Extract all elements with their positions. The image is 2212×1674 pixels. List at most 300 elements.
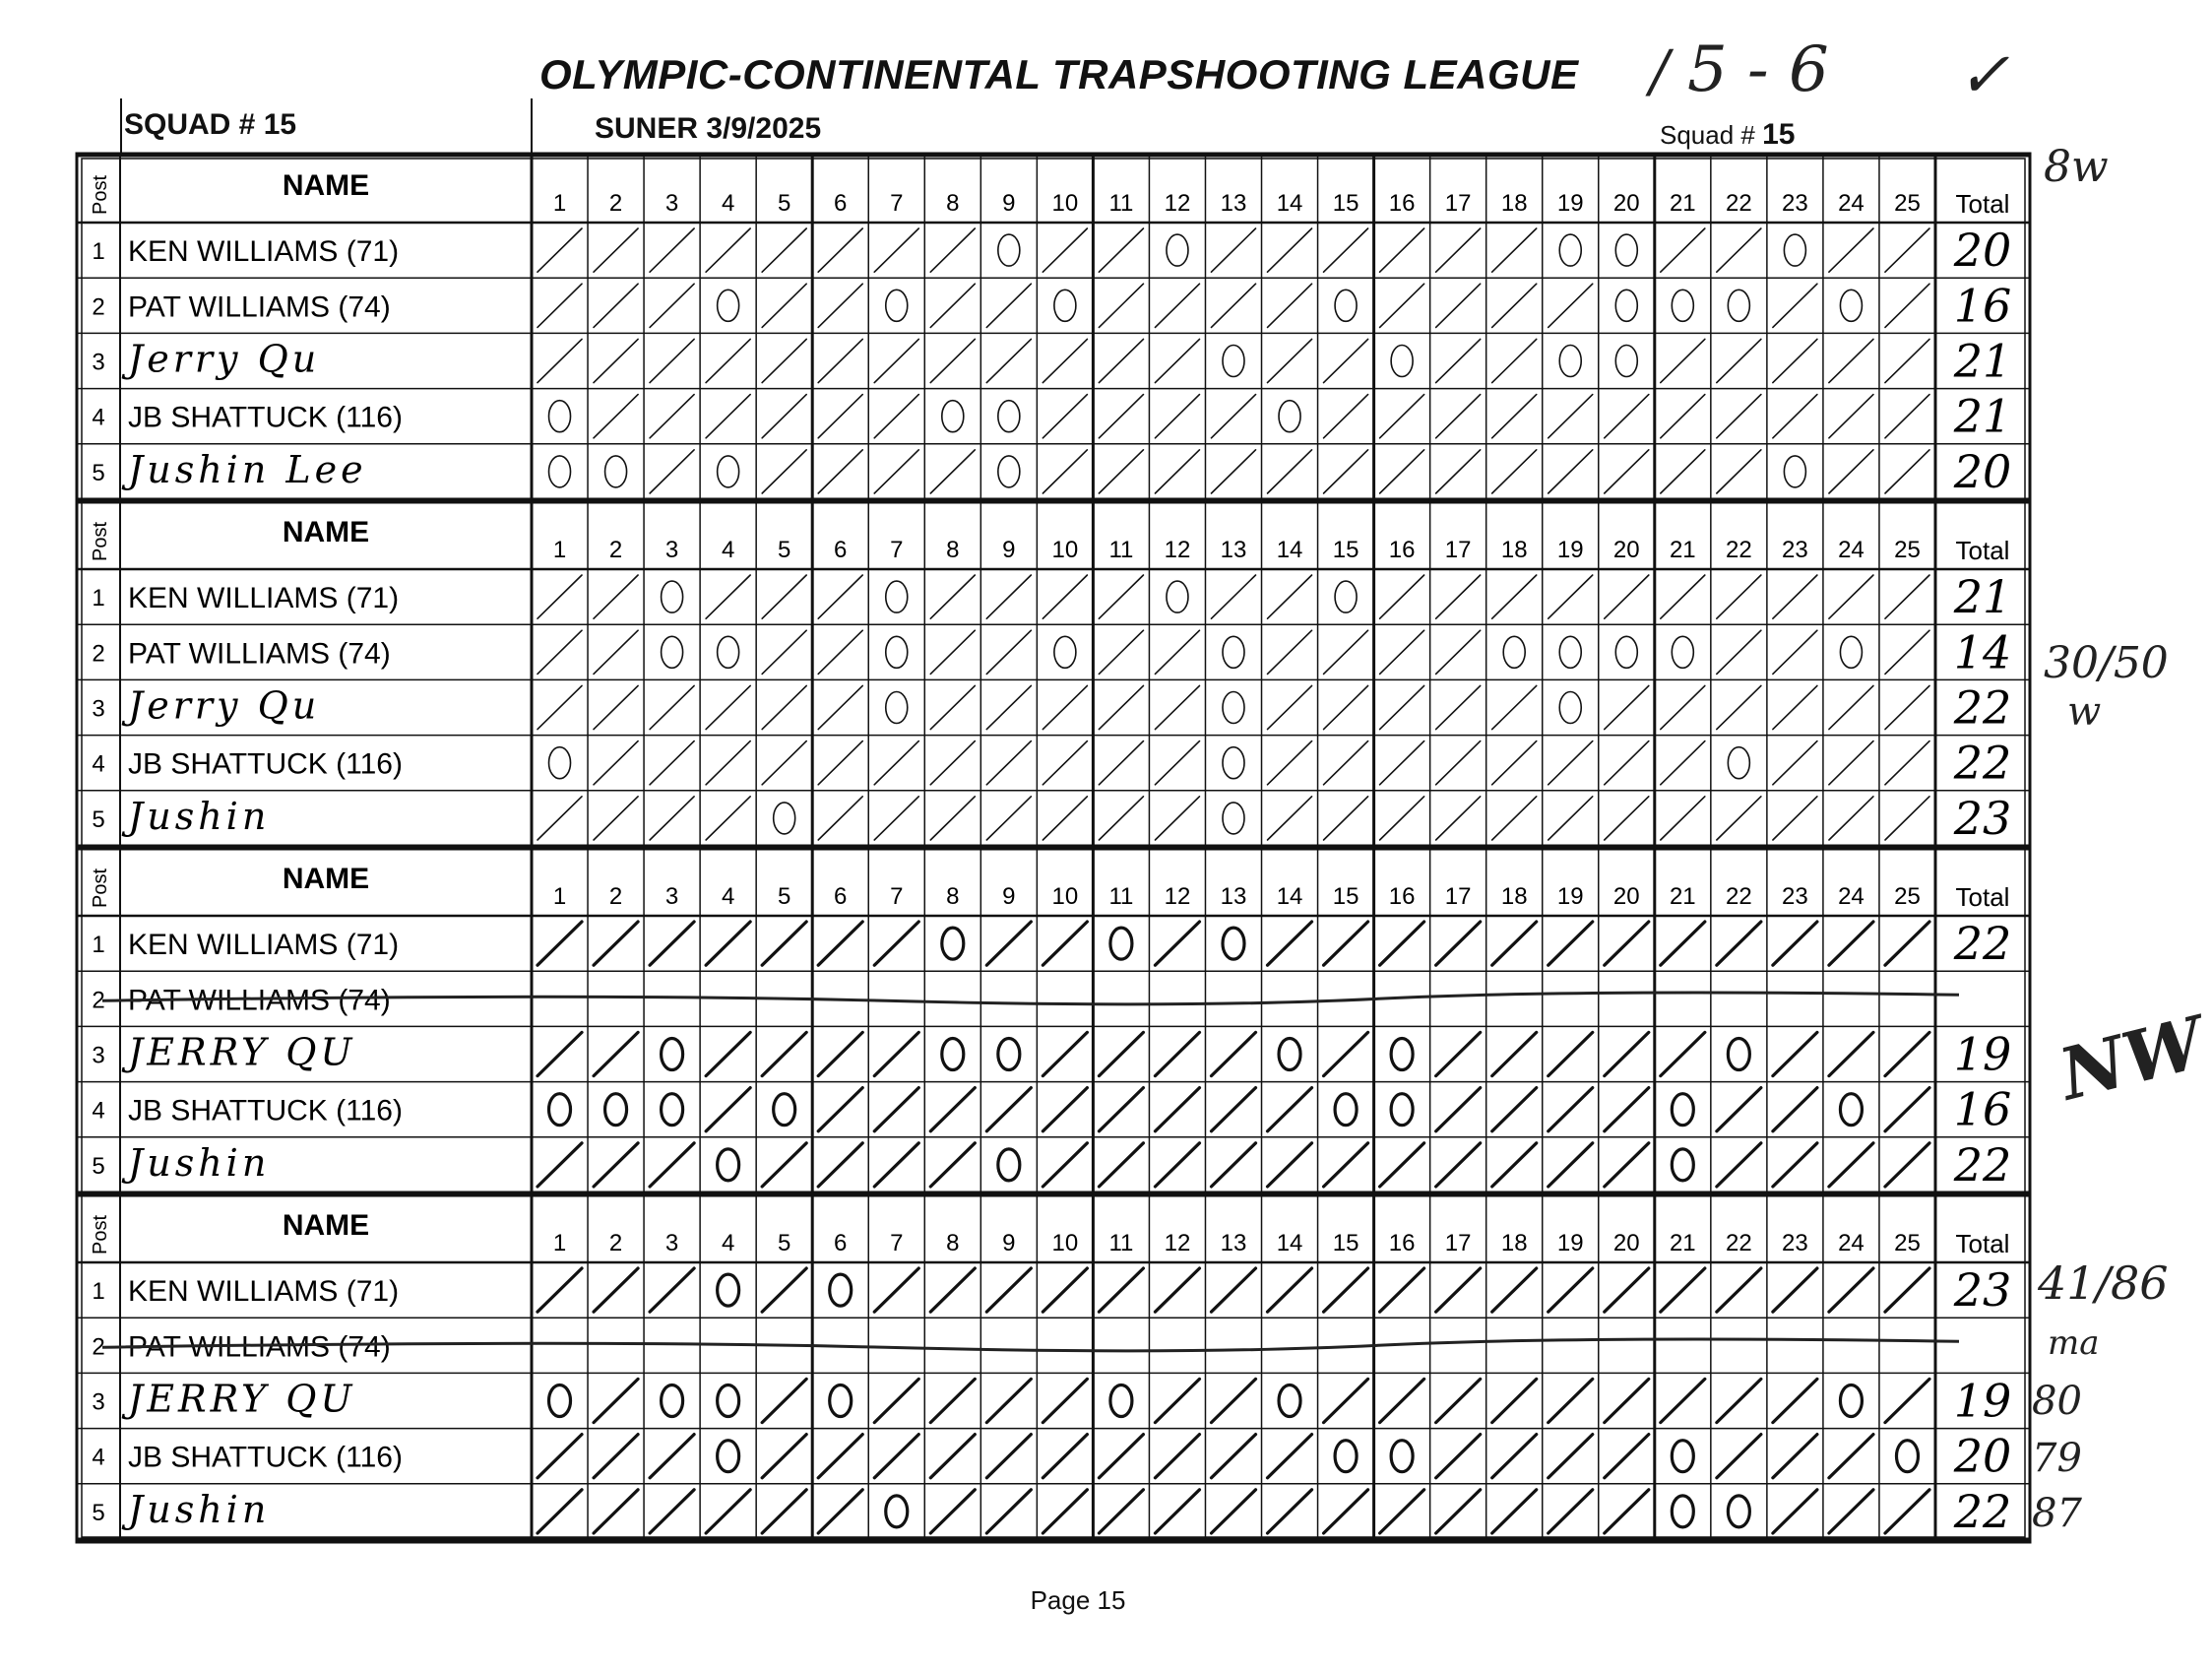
- hit-mark: [818, 284, 862, 327]
- hit-mark: [818, 685, 862, 729]
- hit-mark: [1492, 1379, 1537, 1422]
- hit-mark: [1492, 575, 1537, 618]
- hit-mark: [706, 797, 750, 840]
- target-number: 25: [1894, 190, 1921, 217]
- row-total: 22: [1953, 680, 2012, 735]
- shooter-row: [77, 389, 2030, 443]
- hit-mark: [1492, 922, 1537, 965]
- hit-mark: [1492, 1143, 1537, 1187]
- target-number: 17: [1444, 883, 1472, 910]
- target-number: 14: [1276, 537, 1303, 563]
- post-number: 5: [92, 805, 105, 833]
- miss-mark: [662, 1094, 683, 1126]
- miss-mark: [718, 1385, 739, 1417]
- target-number: 5: [778, 883, 791, 910]
- hit-mark: [1717, 575, 1761, 618]
- hit-mark: [762, 284, 806, 327]
- miss-mark: [1391, 346, 1413, 377]
- hit-mark: [1885, 284, 1929, 327]
- row-total: 19: [1953, 1027, 2012, 1081]
- hit-mark: [930, 797, 975, 840]
- shooter-name: Jushin: [128, 794, 271, 838]
- hit-mark: [706, 685, 750, 729]
- target-number: 13: [1220, 883, 1247, 910]
- hit-mark: [1324, 228, 1368, 272]
- miss-mark: [1672, 290, 1693, 321]
- target-number: 21: [1669, 537, 1696, 563]
- hit-mark: [1436, 922, 1481, 965]
- hit-mark: [1211, 575, 1255, 618]
- hit-mark: [1773, 1379, 1817, 1422]
- miss-mark: [830, 1385, 852, 1417]
- hit-mark: [1492, 1268, 1537, 1312]
- target-number: 11: [1108, 883, 1134, 910]
- hit-mark: [1268, 1435, 1312, 1478]
- hit-mark: [1324, 339, 1368, 382]
- target-number: 25: [1894, 537, 1921, 563]
- hit-mark: [1773, 630, 1817, 674]
- shooter-row: [77, 278, 2030, 332]
- miss-mark: [774, 1094, 795, 1126]
- target-number: 7: [890, 883, 904, 910]
- hit-mark: [762, 741, 806, 785]
- hit-mark: [1829, 1435, 1873, 1478]
- miss-mark: [1054, 290, 1076, 321]
- hit-mark: [1773, 741, 1817, 785]
- hit-mark: [818, 575, 862, 618]
- hit-mark: [762, 575, 806, 618]
- hit-mark: [1436, 797, 1481, 840]
- hit-mark: [1548, 1490, 1593, 1533]
- hit-mark: [1605, 1088, 1649, 1131]
- hit-mark: [1661, 741, 1705, 785]
- hit-mark: [1885, 1268, 1929, 1312]
- name-header: NAME: [282, 516, 370, 548]
- miss-mark: [886, 290, 908, 321]
- hit-mark: [930, 339, 975, 382]
- hit-mark: [1155, 1268, 1199, 1312]
- hit-mark: [1043, 1268, 1087, 1312]
- margin-note-r1: 8w: [2044, 142, 2109, 192]
- hit-mark: [706, 1032, 750, 1075]
- miss-mark: [774, 803, 795, 834]
- hit-mark: [1548, 741, 1593, 785]
- target-number: 4: [721, 190, 735, 217]
- hit-mark: [1436, 1088, 1481, 1131]
- target-number: 23: [1782, 1230, 1808, 1256]
- shooter-name: Jerry Qu: [128, 683, 321, 728]
- hit-mark: [762, 630, 806, 674]
- hit-mark: [594, 339, 638, 382]
- hit-mark: [1268, 450, 1312, 493]
- target-number: 14: [1276, 190, 1303, 217]
- target-number: 11: [1108, 537, 1134, 563]
- target-number: 11: [1108, 1230, 1134, 1256]
- miss-mark: [942, 401, 964, 432]
- hit-mark: [1268, 922, 1312, 965]
- hit-mark: [537, 630, 582, 674]
- miss-mark: [1223, 692, 1244, 724]
- target-number: 7: [890, 190, 904, 217]
- hit-mark: [1099, 395, 1143, 438]
- hit-mark: [1717, 339, 1761, 382]
- hit-mark: [1717, 630, 1761, 674]
- miss-mark: [1896, 1441, 1918, 1472]
- shooter-name: JB SHATTUCK (116): [128, 1441, 403, 1474]
- hit-mark: [594, 630, 638, 674]
- hit-mark: [1605, 741, 1649, 785]
- hit-mark: [706, 228, 750, 272]
- post-number: 5: [92, 1152, 105, 1180]
- hit-mark: [1661, 1268, 1705, 1312]
- hit-mark: [874, 450, 918, 493]
- hit-mark: [650, 1435, 694, 1478]
- hit-mark: [1829, 1268, 1873, 1312]
- shooter-name: KEN WILLIAMS (71): [128, 582, 400, 615]
- hit-mark: [1099, 228, 1143, 272]
- hit-mark: [1043, 1379, 1087, 1422]
- target-number: 8: [946, 190, 960, 217]
- hit-mark: [986, 630, 1031, 674]
- miss-mark: [1615, 346, 1637, 377]
- target-number: 5: [778, 1230, 791, 1256]
- hit-mark: [818, 1143, 862, 1187]
- margin-note-r2a: 30/50: [2044, 638, 2169, 688]
- target-number: 9: [1002, 883, 1016, 910]
- target-number: 15: [1332, 883, 1359, 910]
- miss-mark: [549, 1385, 571, 1417]
- hit-mark: [1661, 922, 1705, 965]
- miss-mark: [1559, 234, 1581, 266]
- target-number: 21: [1669, 883, 1696, 910]
- hit-mark: [1605, 575, 1649, 618]
- hit-mark: [1548, 450, 1593, 493]
- hit-mark: [1661, 685, 1705, 729]
- hit-mark: [1661, 797, 1705, 840]
- hit-mark: [1605, 395, 1649, 438]
- shooter-name: PAT WILLIAMS (74): [128, 984, 391, 1017]
- hit-mark: [1268, 797, 1312, 840]
- hit-mark: [1492, 228, 1537, 272]
- hit-mark: [1829, 685, 1873, 729]
- target-number: 20: [1612, 537, 1640, 563]
- hit-mark: [818, 1435, 862, 1478]
- miss-mark: [662, 581, 683, 612]
- target-number: 15: [1332, 537, 1359, 563]
- hit-mark: [650, 741, 694, 785]
- hit-mark: [986, 339, 1031, 382]
- hit-mark: [594, 1490, 638, 1533]
- miss-mark: [998, 1149, 1020, 1181]
- target-number: 22: [1726, 883, 1752, 910]
- target-number: 13: [1220, 1230, 1247, 1256]
- shooter-row: [92, 224, 2011, 277]
- round-3: [77, 849, 2030, 1192]
- margin-note-79: 79: [2032, 1436, 2082, 1481]
- hit-mark: [874, 922, 918, 965]
- miss-mark: [718, 456, 739, 487]
- hit-mark: [1661, 1032, 1705, 1075]
- post-header: Post: [90, 868, 111, 908]
- target-number: 12: [1164, 190, 1191, 217]
- hit-mark: [1436, 630, 1481, 674]
- row-total: 19: [1953, 1374, 2012, 1428]
- hit-mark: [1099, 450, 1143, 493]
- hit-mark: [1661, 339, 1705, 382]
- page-number: Page 15: [1030, 1585, 1126, 1615]
- hit-mark: [1380, 685, 1424, 729]
- hit-mark: [594, 395, 638, 438]
- hit-mark: [1548, 1379, 1593, 1422]
- miss-mark: [1728, 1039, 1749, 1070]
- hit-mark: [1211, 1143, 1255, 1187]
- miss-mark: [1110, 928, 1132, 959]
- hit-mark: [594, 1032, 638, 1075]
- target-number: 16: [1388, 190, 1416, 217]
- shooter-row: [77, 624, 2030, 678]
- miss-mark: [1559, 692, 1581, 724]
- miss-mark: [549, 1094, 571, 1126]
- target-number: 10: [1051, 1230, 1079, 1256]
- hit-mark: [1661, 395, 1705, 438]
- hit-mark: [1436, 575, 1481, 618]
- margin-note-r2b: w: [2067, 689, 2102, 735]
- target-number: 12: [1164, 883, 1191, 910]
- hit-mark: [874, 228, 918, 272]
- hit-mark: [762, 922, 806, 965]
- hit-mark: [1155, 339, 1199, 382]
- hit-mark: [874, 797, 918, 840]
- hit-mark: [1885, 339, 1929, 382]
- hit-mark: [1155, 1490, 1199, 1533]
- hit-mark: [1380, 630, 1424, 674]
- miss-mark: [1223, 803, 1244, 834]
- target-number: 10: [1051, 883, 1079, 910]
- hit-mark: [1605, 1268, 1649, 1312]
- target-number: 9: [1002, 537, 1016, 563]
- hit-mark: [594, 685, 638, 729]
- hit-mark: [1324, 685, 1368, 729]
- shooter-row: [77, 333, 2030, 387]
- hit-mark: [1099, 685, 1143, 729]
- miss-mark: [1672, 1496, 1693, 1527]
- shooter-row: [77, 1318, 2030, 1363]
- hit-mark: [930, 741, 975, 785]
- miss-mark: [1559, 636, 1581, 668]
- hit-mark: [1436, 450, 1481, 493]
- hit-mark: [986, 1268, 1031, 1312]
- hit-mark: [1155, 1435, 1199, 1478]
- hit-mark: [1380, 741, 1424, 785]
- shooter-name: Jushin: [128, 1487, 271, 1531]
- miss-mark: [1728, 747, 1749, 779]
- hit-mark: [1436, 228, 1481, 272]
- hit-mark: [1492, 1435, 1537, 1478]
- hit-mark: [1211, 1088, 1255, 1131]
- miss-mark: [1279, 401, 1300, 432]
- miss-mark: [605, 1094, 627, 1126]
- name-header: NAME: [282, 169, 370, 202]
- target-number: 9: [1002, 1230, 1016, 1256]
- shooter-row: [92, 917, 2011, 970]
- hit-mark: [1380, 450, 1424, 493]
- hit-mark: [818, 450, 862, 493]
- hit-mark: [930, 450, 975, 493]
- hit-mark: [1773, 284, 1817, 327]
- shooter-name: Jushin: [128, 1140, 271, 1185]
- miss-mark: [1391, 1094, 1413, 1126]
- hit-mark: [1324, 1032, 1368, 1075]
- hit-mark: [1155, 922, 1199, 965]
- target-number: 2: [608, 1230, 623, 1256]
- hit-mark: [1324, 922, 1368, 965]
- hit-mark: [1043, 1490, 1087, 1533]
- target-number: 25: [1894, 883, 1921, 910]
- hit-mark: [1773, 685, 1817, 729]
- hit-mark: [986, 922, 1031, 965]
- hit-mark: [1155, 450, 1199, 493]
- miss-mark: [718, 1274, 739, 1306]
- shooter-name: JERRY QU: [128, 1377, 356, 1421]
- hit-mark: [1829, 575, 1873, 618]
- row-total: 23: [1953, 1263, 2012, 1318]
- hit-mark: [1829, 1490, 1873, 1533]
- miss-mark: [886, 1496, 908, 1527]
- hit-mark: [1268, 741, 1312, 785]
- hit-mark: [1492, 1088, 1537, 1131]
- hit-mark: [1717, 1379, 1761, 1422]
- hit-mark: [1043, 575, 1087, 618]
- hit-mark: [818, 630, 862, 674]
- hit-mark: [1885, 395, 1929, 438]
- hit-mark: [762, 1268, 806, 1312]
- target-number: 6: [834, 883, 848, 910]
- target-number: 14: [1276, 1230, 1303, 1256]
- target-number: 24: [1838, 1230, 1864, 1256]
- hit-mark: [1211, 450, 1255, 493]
- hit-mark: [650, 228, 694, 272]
- hit-mark: [1548, 1268, 1593, 1312]
- row-total: 22: [1953, 917, 2012, 971]
- hit-mark: [1605, 685, 1649, 729]
- hit-mark: [1155, 1143, 1199, 1187]
- target-number: 2: [608, 537, 623, 563]
- target-number: 13: [1220, 537, 1247, 563]
- hit-mark: [930, 1490, 975, 1533]
- target-number: 1: [552, 1230, 567, 1256]
- hit-mark: [1605, 1435, 1649, 1478]
- hit-mark: [1155, 630, 1199, 674]
- hit-mark: [1268, 1143, 1312, 1187]
- hit-mark: [930, 1143, 975, 1187]
- shooter-name: PAT WILLIAMS (74): [128, 290, 391, 324]
- hit-mark: [1717, 395, 1761, 438]
- hit-mark: [594, 741, 638, 785]
- hit-mark: [930, 1435, 975, 1478]
- hit-mark: [818, 922, 862, 965]
- hit-mark: [1773, 797, 1817, 840]
- post-number: 1: [92, 238, 105, 266]
- hit-mark: [1211, 395, 1255, 438]
- hit-mark: [1380, 284, 1424, 327]
- post-number: 5: [92, 459, 105, 486]
- target-number: 1: [552, 190, 567, 217]
- miss-mark: [1615, 636, 1637, 668]
- hit-mark: [1829, 1143, 1873, 1187]
- hit-mark: [537, 228, 582, 272]
- target-number: 24: [1838, 537, 1864, 563]
- hit-mark: [1324, 395, 1368, 438]
- target-number: 3: [664, 883, 679, 910]
- hit-mark: [930, 575, 975, 618]
- target-number: 4: [721, 883, 735, 910]
- miss-mark: [998, 456, 1020, 487]
- round-1: [77, 156, 2030, 499]
- post-number: 4: [92, 1097, 105, 1125]
- hit-mark: [1268, 1490, 1312, 1533]
- hit-mark: [1773, 1088, 1817, 1131]
- post-number: 3: [92, 349, 105, 376]
- target-number: 7: [890, 537, 904, 563]
- row-total: 20: [1953, 444, 2012, 498]
- hit-mark: [986, 284, 1031, 327]
- post-number: 3: [92, 1042, 105, 1069]
- hit-mark: [1324, 630, 1368, 674]
- hit-mark: [818, 1088, 862, 1131]
- post-number: 4: [92, 404, 105, 431]
- hit-mark: [1324, 1379, 1368, 1422]
- shooter-row: [92, 570, 2011, 623]
- target-number: 16: [1388, 1230, 1416, 1256]
- miss-mark: [1503, 636, 1525, 668]
- total-header: Total: [1955, 1229, 2010, 1258]
- hit-mark: [1661, 450, 1705, 493]
- hit-mark: [537, 1032, 582, 1075]
- hit-mark: [1099, 1143, 1143, 1187]
- hit-mark: [1605, 1490, 1649, 1533]
- hit-mark: [1155, 1088, 1199, 1131]
- hit-mark: [1043, 797, 1087, 840]
- row-total: 21: [1953, 334, 2012, 388]
- hit-mark: [1436, 741, 1481, 785]
- hit-mark: [930, 1268, 975, 1312]
- row-total: 16: [1953, 279, 2012, 333]
- hit-mark: [1324, 450, 1368, 493]
- hit-mark: [1885, 1032, 1929, 1075]
- hit-mark: [650, 797, 694, 840]
- target-number: 22: [1726, 190, 1752, 217]
- hit-mark: [1436, 395, 1481, 438]
- hit-mark: [1099, 797, 1143, 840]
- hit-mark: [1380, 1143, 1424, 1187]
- hit-mark: [1211, 228, 1255, 272]
- target-number: 20: [1612, 190, 1640, 217]
- target-number: 7: [890, 1230, 904, 1256]
- hit-mark: [650, 922, 694, 965]
- target-number: 9: [1002, 190, 1016, 217]
- hit-mark: [930, 228, 975, 272]
- hit-mark: [1605, 797, 1649, 840]
- post-number: 2: [92, 293, 105, 321]
- target-number: 18: [1500, 1230, 1528, 1256]
- hit-mark: [1155, 284, 1199, 327]
- hit-mark: [1043, 1435, 1087, 1478]
- hit-mark: [1324, 797, 1368, 840]
- target-number: 21: [1669, 190, 1696, 217]
- hit-mark: [818, 797, 862, 840]
- post-header: Post: [90, 1214, 111, 1255]
- hit-mark: [706, 922, 750, 965]
